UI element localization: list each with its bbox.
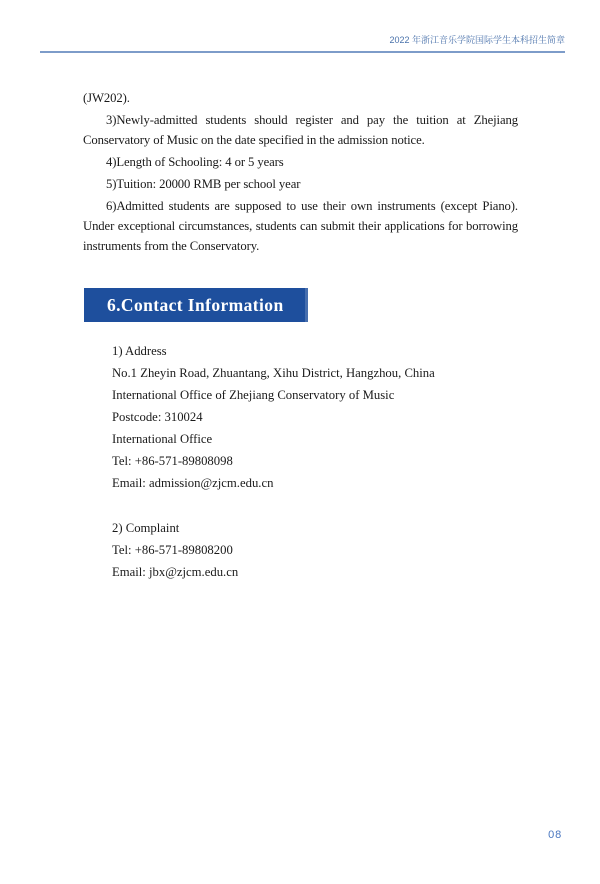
contact-line: Tel: +86-571-89808098 <box>112 454 233 468</box>
address-block <box>112 340 512 494</box>
contact-line: No.1 Zheyin Road, Zhuantang, Xihu District, Hangzhou, China <box>112 366 435 380</box>
contact-line: 1) Address <box>112 344 167 358</box>
contact-line: International Office of Zhejiang Conservatory of Music <box>112 388 395 402</box>
header-rule <box>40 51 565 53</box>
contact-line: Postcode: 310024 <box>112 410 203 424</box>
contact-info <box>112 340 512 583</box>
body-text <box>83 88 518 256</box>
section-heading-label: 6.Contact Information <box>107 295 284 315</box>
body-paragraph: (JW202). <box>83 91 130 105</box>
header-title: 2022 年浙江音乐学院国际学生本科招生简章 <box>389 35 565 45</box>
complaint-block <box>112 517 512 583</box>
contact-line: Email: admission@zjcm.edu.cn <box>112 476 274 490</box>
contact-line: 2) Complaint <box>112 521 180 535</box>
contact-line: Tel: +86-571-89808200 <box>112 543 233 557</box>
contact-line: Email: jbx@zjcm.edu.cn <box>112 565 239 579</box>
body-paragraph: 5)Tuition: 20000 RMB per school year <box>106 177 301 191</box>
page-number: 08 <box>548 829 562 841</box>
contact-line: International Office <box>112 432 213 446</box>
section-heading <box>84 288 308 322</box>
body-paragraph: 6)Admitted students are supposed to use their own instruments (except Piano). Under exceptional circumstances, students can submit their applications for borrowing instruments from the Conservatory. <box>83 199 518 253</box>
body-paragraph: 4)Length of Schooling: 4 or 5 years <box>106 155 284 169</box>
body-paragraph: 3)Newly-admitted students should register and pay the tuition at Zhejiang Conservatory of Music on the date specified in the admission notice. <box>83 113 518 147</box>
